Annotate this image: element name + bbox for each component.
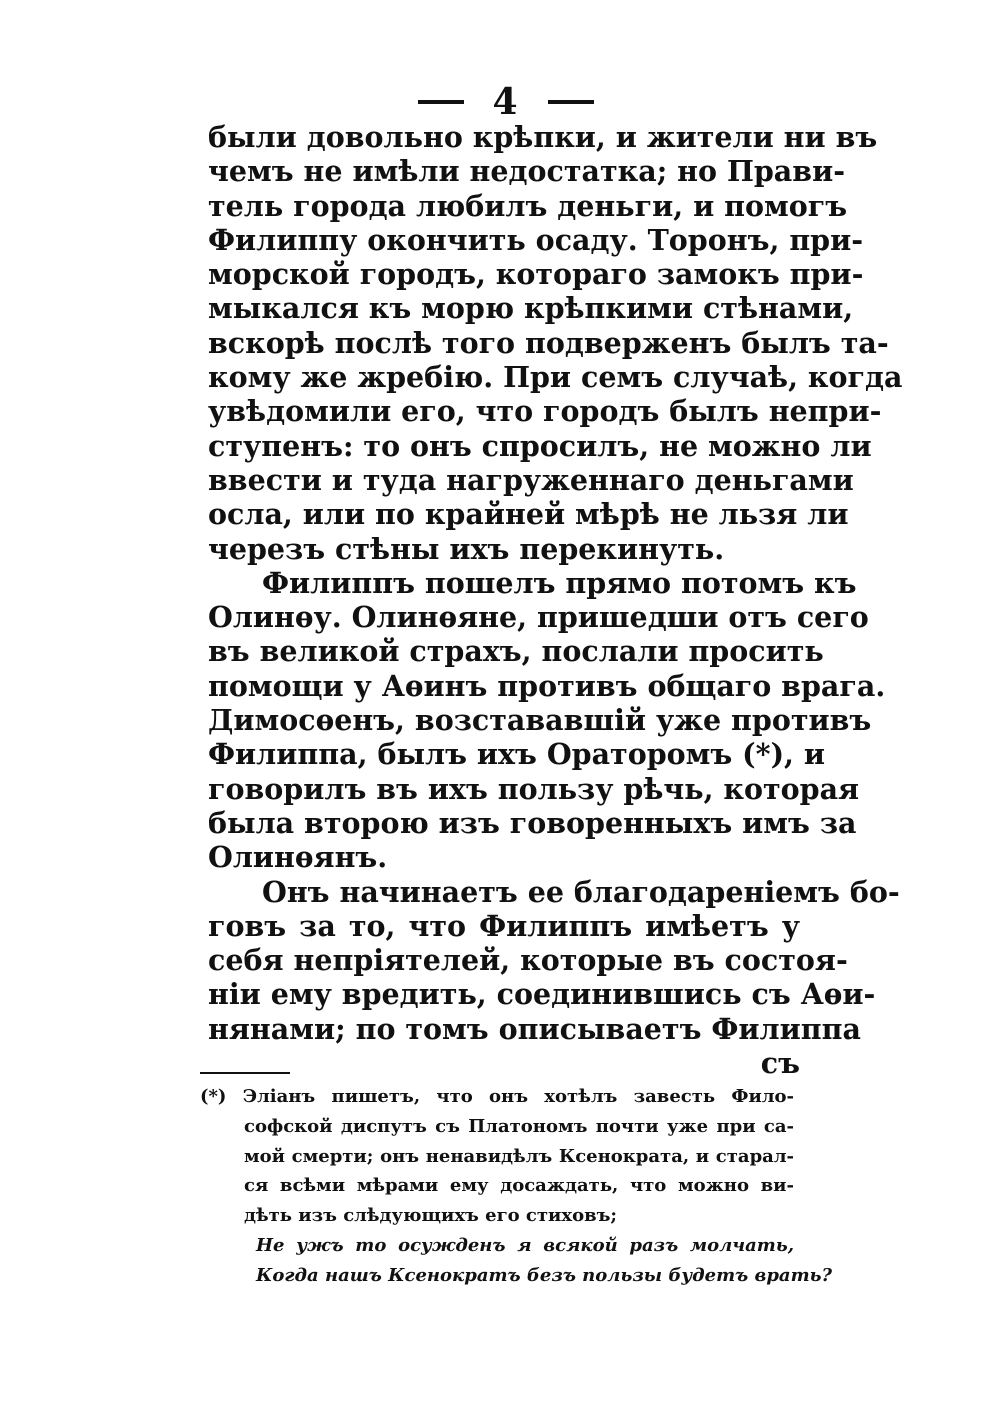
text-line: ввести и туда нагруженнаго деньгами <box>208 462 854 497</box>
text-line: вскорѣ послѣ того подверженъ былъ та- <box>208 325 889 360</box>
text-line: Филиппу окончить осаду. Торонъ, при- <box>208 222 864 257</box>
text-line: ступенъ: то онъ спросилъ, не можно ли <box>208 428 872 463</box>
text-line: Филиппа, былъ ихъ Ораторомъ (*), и <box>208 737 826 772</box>
text-line: кому же жребію. При семъ случаѣ, когда <box>208 360 903 395</box>
text-line: Олинѳянъ. <box>208 840 388 875</box>
text-line: морской городъ, котораго замокъ при- <box>208 257 864 292</box>
text-line: нянами; по томъ описываетъ Филиппа <box>208 1011 861 1046</box>
text-line: мыкался къ морю крѣпкими стѣнами, <box>208 291 854 326</box>
text-line: говорилъ въ ихъ пользу рѣчь, которая <box>208 771 860 806</box>
text-line: Онъ начинаетъ ее благодареніемъ бо- <box>262 874 900 909</box>
text-line: себя непріятелей, которые въ состоя- <box>208 943 848 978</box>
header-dash-right <box>548 100 594 104</box>
text-line: была второю изъ говоренныхъ имъ за <box>208 805 857 840</box>
text-line: тель города любилъ деньги, и помогъ <box>208 188 848 223</box>
footnote-verse-line: Когда нашъ Ксенократъ безъ пользы будетъ врать? <box>256 1264 833 1286</box>
footnote-rule <box>200 1072 290 1074</box>
header-dash-left <box>418 100 464 104</box>
text-line: были довольно крѣпки, и жители ни въ <box>208 120 878 154</box>
text-line: помощи у Аѳинъ противъ общаго врага. <box>208 668 886 703</box>
text-line: ніи ему вредить, соединившись съ Аѳи- <box>208 977 876 1012</box>
footnote-line: ся всѣми мѣрами ему досаждать, что можно ви- <box>244 1175 794 1197</box>
text-line: осла, или по крайней мѣрѣ не льзя ли <box>208 497 849 532</box>
text-line: Филиппъ пошелъ прямо потомъ къ <box>262 565 857 600</box>
page-number: 4 <box>492 81 518 123</box>
text-line: Олинѳу. Олинѳяне, пришедши отъ сего <box>208 600 869 635</box>
footnote-line: дѣть изъ слѣдующихъ его стиховъ; <box>244 1205 618 1227</box>
footnote-verse-line: Не ужъ то осужденъ я всякой разъ молчать, <box>256 1234 794 1256</box>
text-line: чемъ не имѣли недостатка; но Прави- <box>208 154 846 189</box>
text-line: черезъ стѣны ихъ перекинуть. <box>208 531 725 566</box>
text-line: съ <box>760 1046 800 1081</box>
text-line: въ великой страхъ, послали просить <box>208 634 824 669</box>
footnote-line: мой смерти; онъ ненавидѣлъ Ксенократа, и старал- <box>244 1145 794 1167</box>
footnote-line: (*) Эліанъ пишетъ, что онъ хотѣлъ завесть Фило- <box>200 1086 794 1107</box>
text-line: увѣдомили его, что городъ былъ непри- <box>208 394 882 429</box>
text-line: Димосѳенъ, возстававшій уже противъ <box>208 703 872 738</box>
footnote-line: софской диспутъ съ Платономъ почти уже при са- <box>244 1115 794 1137</box>
text-line: говъ за то, что Филиппъ имѣетъ у <box>208 908 800 943</box>
main-text <box>208 120 903 1081</box>
footnote <box>200 1082 833 1291</box>
page-header <box>0 78 1000 124</box>
